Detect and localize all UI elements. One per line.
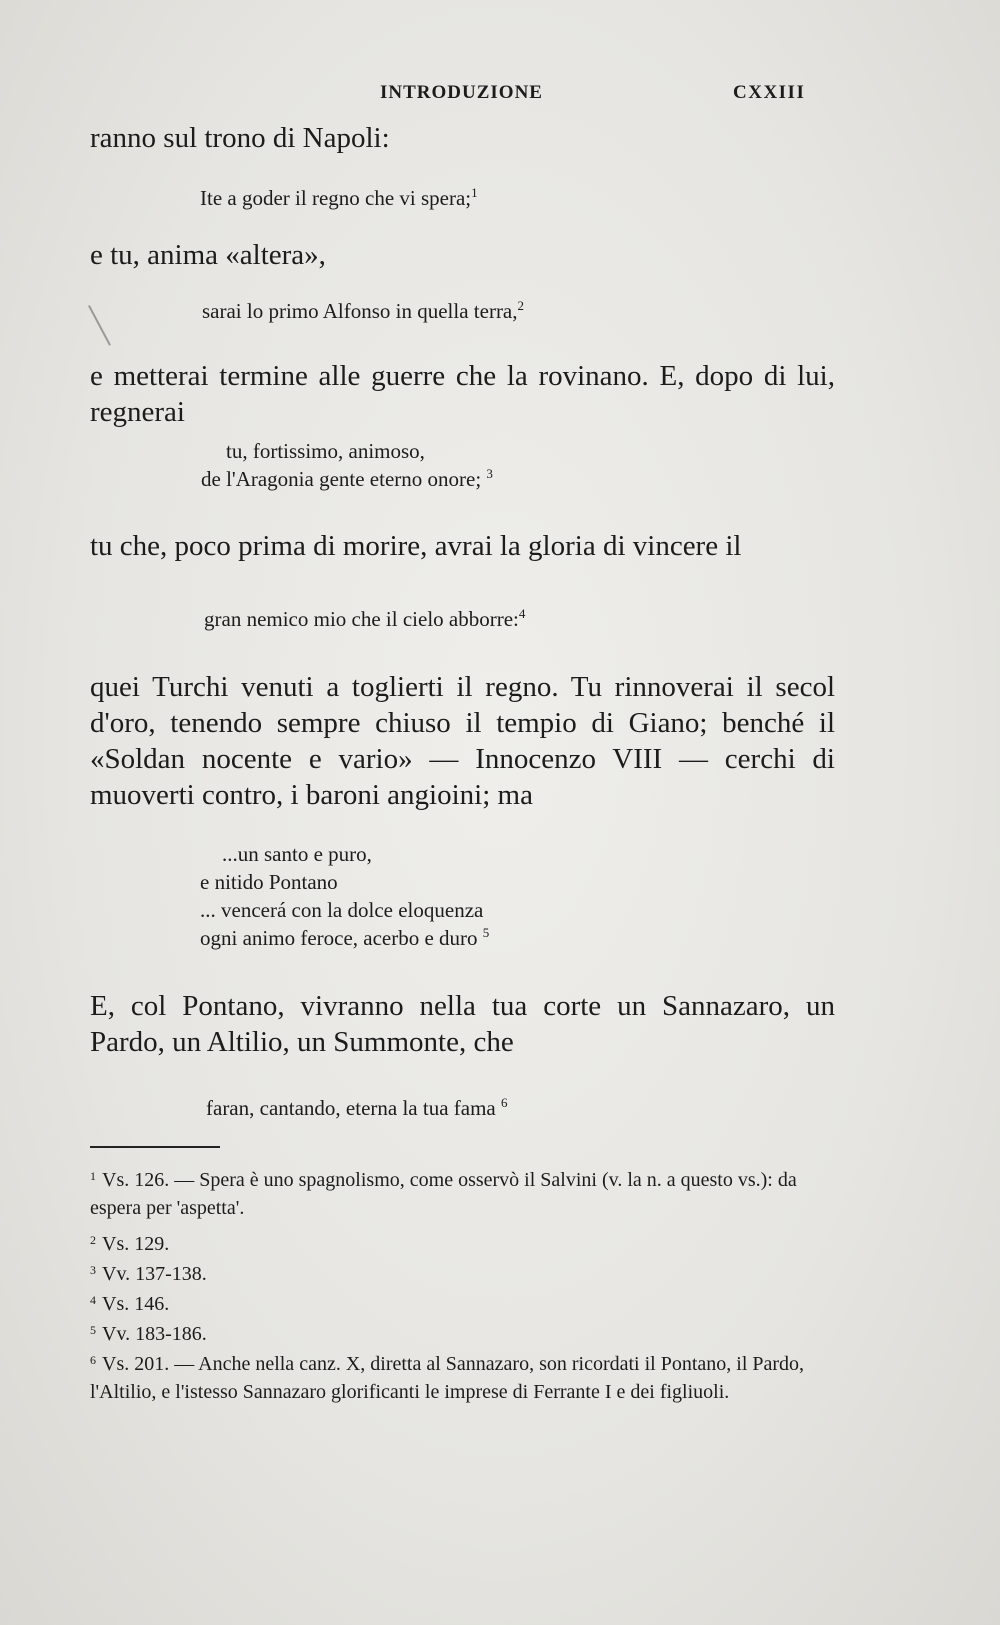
verse-quote-2 xyxy=(202,297,524,325)
verse-quote-4 xyxy=(204,605,525,633)
footnote-mark: 4 xyxy=(90,1293,96,1307)
footnote-3 xyxy=(90,1256,835,1288)
running-title: INTRODUZIONE xyxy=(380,82,543,103)
footnote-mark: 5 xyxy=(90,1323,96,1337)
prose-paragraph-5: quei Turchi venuti a toglierti il regno. Tu rinnoverai il secol d'oro, tenendo sempre chiuso il tempio di Giano; benché il «Soldan nocente e vario» — Innocenzo VIII — cerchi di muoverti contro, i baroni angioini; ma xyxy=(90,671,835,811)
footnote-mark: 1 xyxy=(90,1169,96,1183)
pencil-mark xyxy=(88,305,111,346)
prose-paragraph-6: E, col Pontano, vivranno nella tua corte un Sannazaro, un Pardo, un Altilio, un Summonte, che xyxy=(90,990,835,1058)
verse-quote-6 xyxy=(206,1094,508,1122)
verse-line: ogni animo feroce, acerbo e duro xyxy=(200,926,478,950)
footnote-ref: 2 xyxy=(517,298,525,313)
footnote-mark: 3 xyxy=(90,1263,96,1277)
footnote-text: Vs. 126. — Spera è uno spagnolismo, come osservò il Salvini (v. la n. a questo vs.): da espera per 'aspetta'. xyxy=(90,1169,797,1219)
footnote-ref: 1 xyxy=(471,185,478,200)
footnote-mark: 2 xyxy=(90,1233,96,1247)
footnote-ref: 5 xyxy=(482,925,490,940)
verse-line: de l'Aragonia gente eterno onore; xyxy=(201,467,482,491)
verse-line: sarai lo primo Alfonso in quella terra, xyxy=(202,299,518,323)
verse-line-with-ref xyxy=(201,465,493,493)
verse-quote-5 xyxy=(200,840,489,952)
verse-line: e nitido Pontano xyxy=(200,870,338,894)
prose-paragraph-4: tu che, poco prima di morire, avrai la gloria di vincere il xyxy=(90,530,742,562)
footnote-separator xyxy=(90,1146,220,1148)
footnote-text: Vv. 183-186. xyxy=(102,1323,207,1345)
verse-line: ... vencerá con la dolce eloquenza xyxy=(200,898,484,922)
footnote-2 xyxy=(90,1226,835,1258)
footnote-mark: 6 xyxy=(90,1353,96,1367)
prose-paragraph-1: ranno sul trono di Napoli: xyxy=(90,122,390,154)
running-header xyxy=(0,82,1000,112)
page-number: CXXIII xyxy=(733,82,806,103)
footnote-1 xyxy=(90,1162,835,1222)
verse-line: faran, cantando, eterna la tua fama xyxy=(206,1096,496,1120)
verse-quote-1 xyxy=(200,184,478,212)
footnote-4 xyxy=(90,1286,835,1318)
verse-line: gran nemico mio che il cielo abborre: xyxy=(204,607,519,631)
verse-line: ...un santo e puro, xyxy=(222,842,372,866)
verse-quote-3 xyxy=(201,437,493,493)
prose-paragraph-3: e metterai termine alle guerre che la rovinano. E, dopo di lui, regnerai xyxy=(90,360,835,428)
footnote-ref: 6 xyxy=(501,1095,508,1110)
footnote-text: Vs. 201. — Anche nella canz. X, diretta al Sannazaro, son ricordati il Pontano, il Pardo, l'Altilio, e l'istesso Sannazaro glorificanti le imprese di Ferrante I e dei figliuoli. xyxy=(90,1353,805,1403)
verse-line-with-ref xyxy=(200,924,489,952)
verse-line: Ite a goder il regno che vi spera; xyxy=(200,186,472,210)
footnote-text: Vv. 137-138. xyxy=(102,1263,207,1285)
verse-line: tu, fortissimo, animoso, xyxy=(226,439,425,463)
footnote-text: Vs. 129. xyxy=(102,1233,170,1255)
footnote-text: Vs. 146. xyxy=(102,1293,170,1315)
footnote-5 xyxy=(90,1316,835,1348)
footnote-ref: 4 xyxy=(518,606,526,621)
footnote-ref: 3 xyxy=(486,466,493,481)
footnote-6 xyxy=(90,1346,835,1406)
prose-paragraph-2: e tu, anima «altera», xyxy=(90,239,326,271)
